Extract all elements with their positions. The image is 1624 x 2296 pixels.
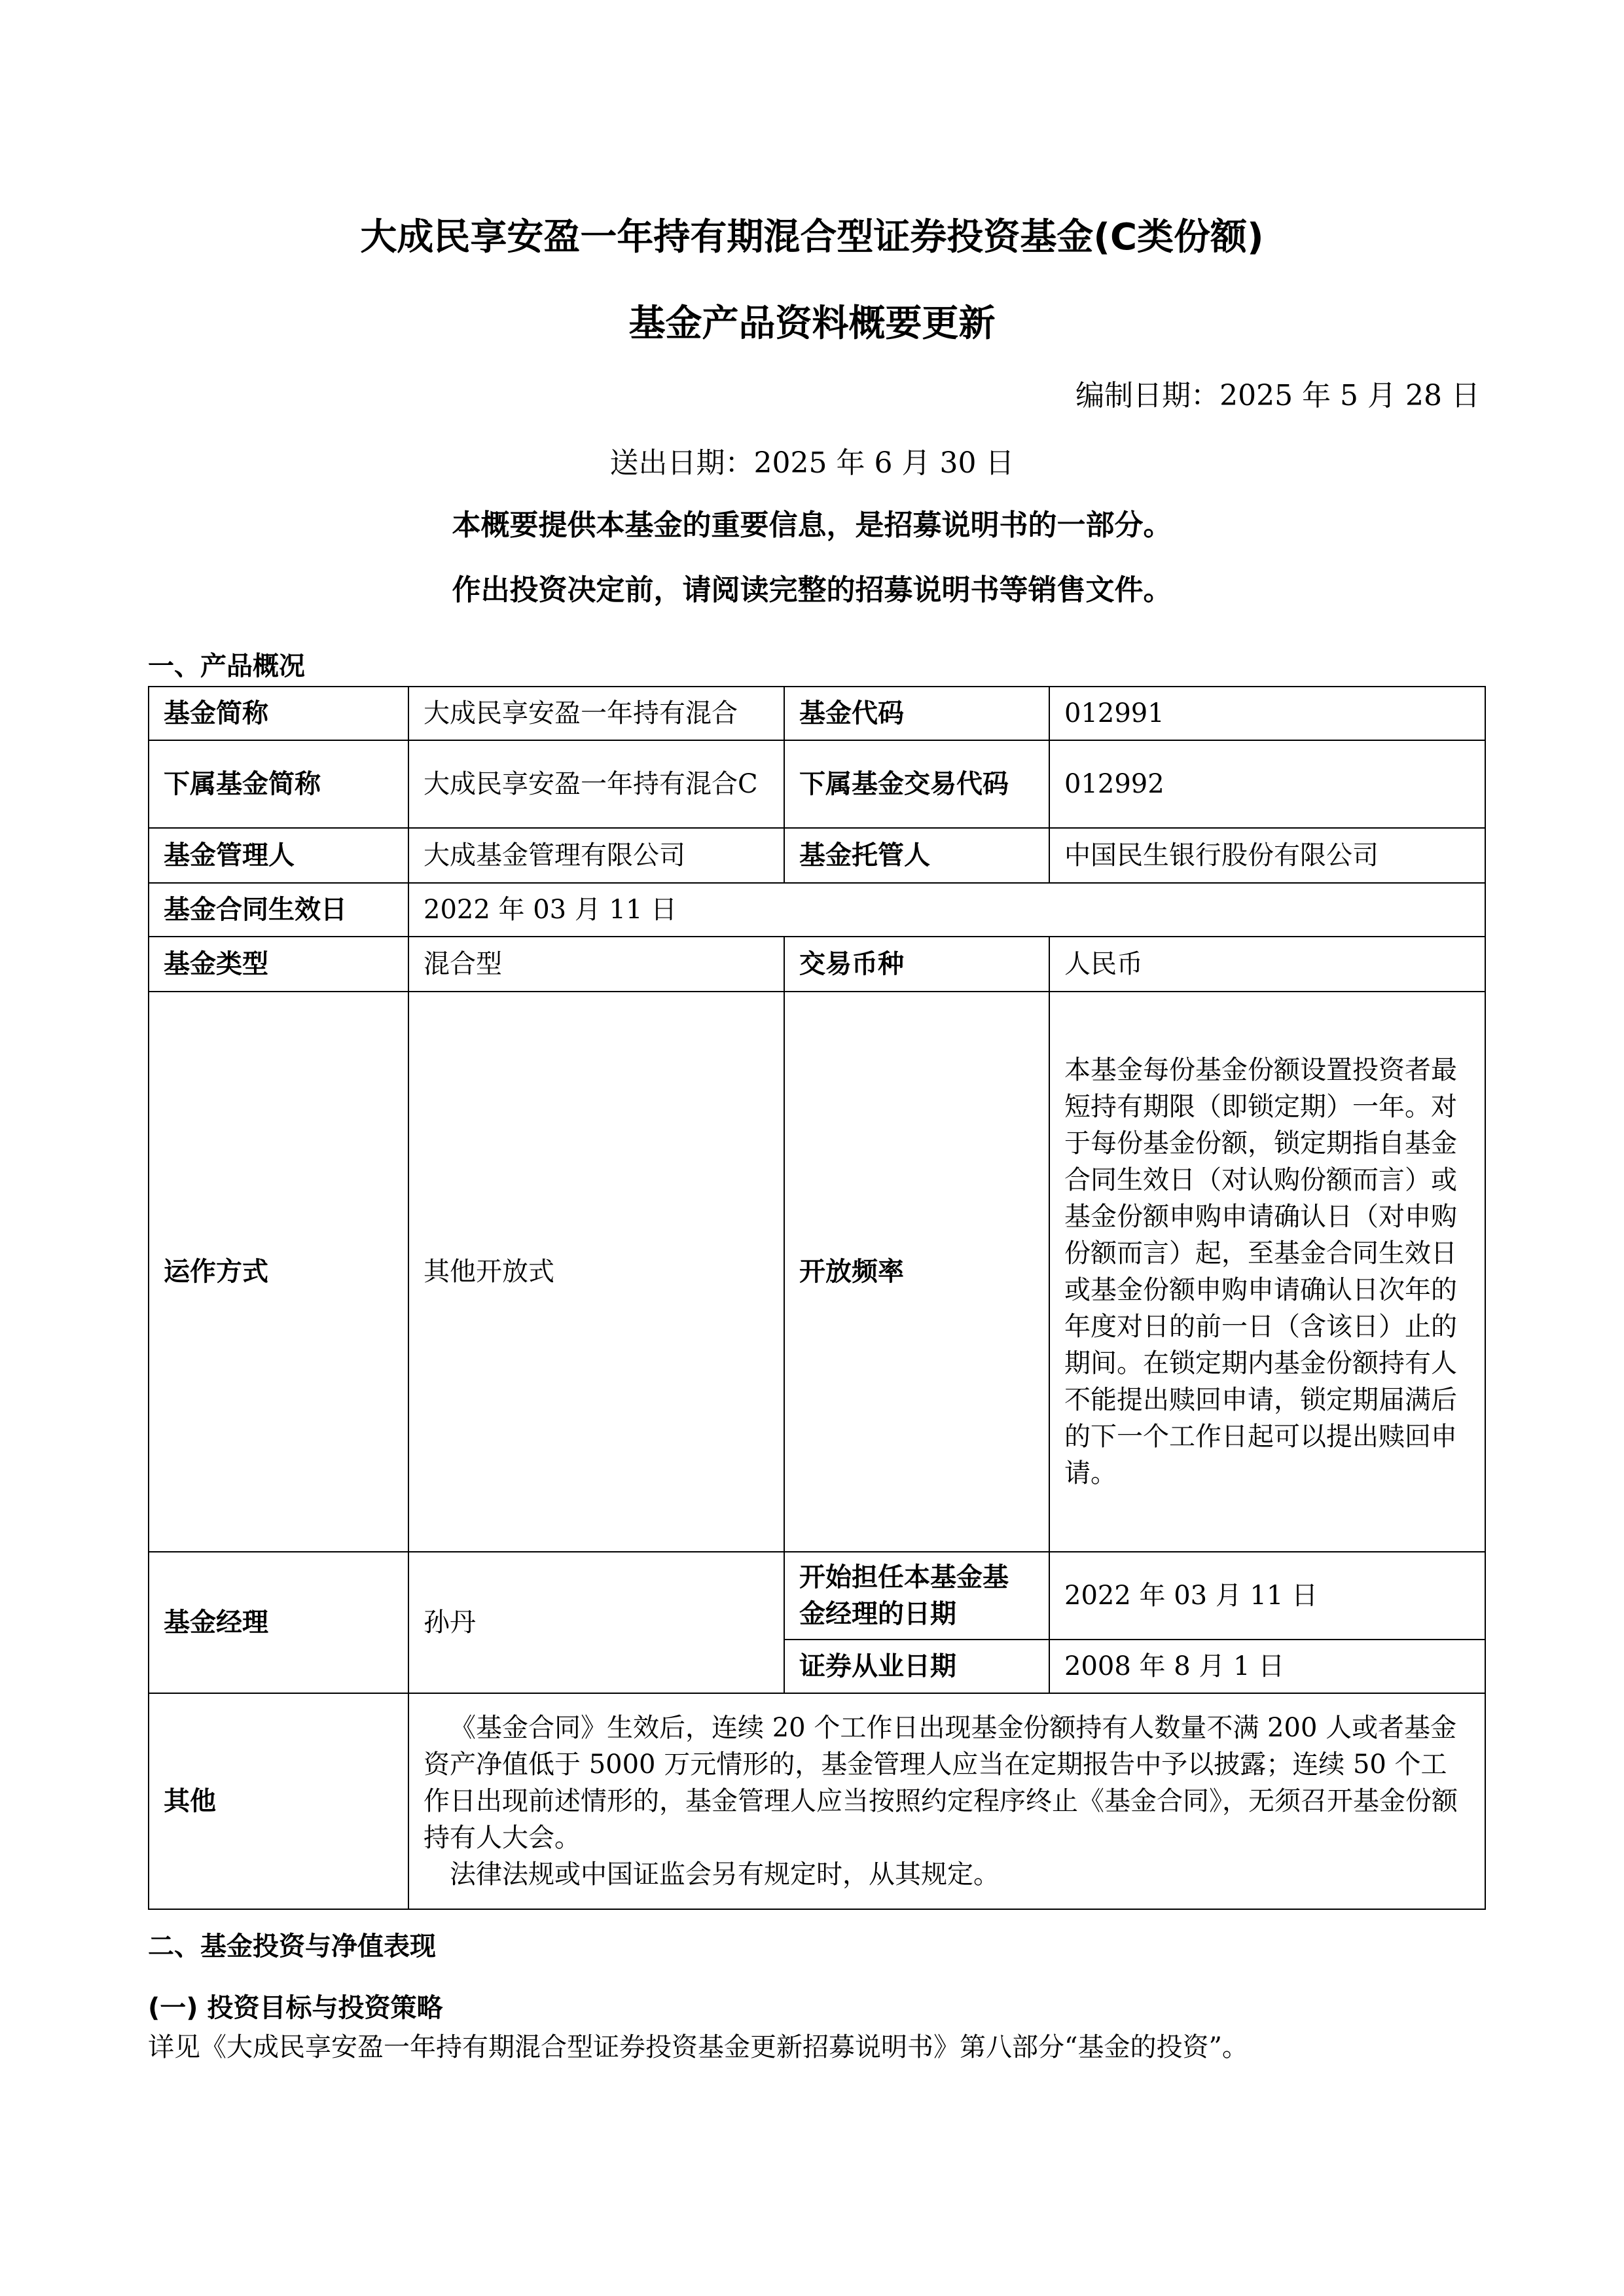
currency-value: 人民币 [1049,937,1485,992]
table-row [149,828,1485,883]
other-paragraph-2: 法律法规或中国证监会另有规定时，从其规定。 [450,1859,1000,1890]
product-overview-table [148,686,1486,1910]
subsection-heading-objective: (一) 投资目标与投资策略 [148,1993,443,2023]
start-date-label: 开始担任本基金基金经理的日期 [784,1552,1049,1640]
start-date-value: 2022 年 03 月 11 日 [1049,1552,1485,1640]
operation-value: 其他开放式 [408,992,784,1552]
career-date-value: 2008 年 8 月 1 日 [1049,1640,1485,1693]
fund-short-name-label: 基金简称 [149,687,408,740]
fund-manager-label: 基金经理 [149,1552,408,1693]
manager-value: 大成基金管理有限公司 [408,828,784,883]
section-heading-product-overview: 一、产品概况 [148,651,305,681]
operation-label: 运作方式 [149,992,408,1552]
fund-code-label: 基金代码 [784,687,1049,740]
other-value [408,1693,1485,1909]
notice-line-1: 本概要提供本基金的重要信息，是招募说明书的一部分。 [452,509,1172,542]
fund-type-label: 基金类型 [149,937,408,992]
table-row [149,883,1485,937]
table-row [149,740,1485,828]
fund-code-value: 012991 [1049,687,1485,740]
table-row [149,1552,1485,1640]
sub-fund-name-value: 大成民享安盈一年持有混合C [408,740,784,828]
sub-fund-code-value: 012992 [1049,740,1485,828]
fund-type-value: 混合型 [408,937,784,992]
custodian-value: 中国民生银行股份有限公司 [1049,828,1485,883]
table-row [149,1693,1485,1909]
table-row [149,992,1485,1552]
effective-date-value: 2022 年 03 月 11 日 [408,883,1485,937]
frequency-value: 本基金每份基金份额设置投资者最短持有期限（即锁定期）一年。对于每份基金份额，锁定期指自基金合同生效日（对认购份额而言）或基金份额申购申请确认日（对申购份额而言）起，至基金合同生效日或基金份额申购申请确认日次年的年度对日的前一日（含该日）止的期间。在锁定期内基金份额持有人不能提出赎回申请，锁定期届满后的下一个工作日起可以提出赎回申请。 [1049,992,1485,1552]
fund-manager-value: 孙丹 [408,1552,784,1693]
objective-detail-text: 详见《大成民享安盈一年持有期混合型证券投资基金更新招募说明书》第八部分“基金的投资”。 [148,2032,1248,2062]
section-heading-investment: 二、基金投资与净值表现 [148,1931,436,1962]
send-date: 送出日期：2025 年 6 月 30 日 [609,446,1015,480]
career-date-label: 证券从业日期 [784,1640,1049,1693]
notice-line-2: 作出投资决定前，请阅读完整的招募说明书等销售文件。 [452,573,1172,607]
manager-label: 基金管理人 [149,828,408,883]
effective-date-label: 基金合同生效日 [149,883,408,937]
sub-fund-name-label: 下属基金简称 [149,740,408,828]
table-row [149,937,1485,992]
document-title: 大成民享安盈一年持有期混合型证券投资基金(C类份额) [360,216,1264,259]
currency-label: 交易币种 [784,937,1049,992]
other-label: 其他 [149,1693,408,1909]
fund-short-name-value: 大成民享安盈一年持有混合 [408,687,784,740]
document-subtitle: 基金产品资料概要更新 [628,302,996,345]
custodian-label: 基金托管人 [784,828,1049,883]
frequency-label: 开放频率 [784,992,1049,1552]
compile-date: 编制日期：2025 年 5 月 28 日 [1075,379,1480,412]
other-paragraph-1: 《基金合同》生效后，连续 20 个工作日出现基金份额持有人数量不满 200 人或者基金资产净值低于 5000 万元情形的，基金管理人应当在定期报告中予以披露；连续 50 个工作日出现前述情形的，基金管理人应当按照约定程序终止《基金合同》，无须召开基金份额持有人大会。 [424,1713,1458,1853]
sub-fund-code-label: 下属基金交易代码 [784,740,1049,828]
table-row [149,687,1485,740]
